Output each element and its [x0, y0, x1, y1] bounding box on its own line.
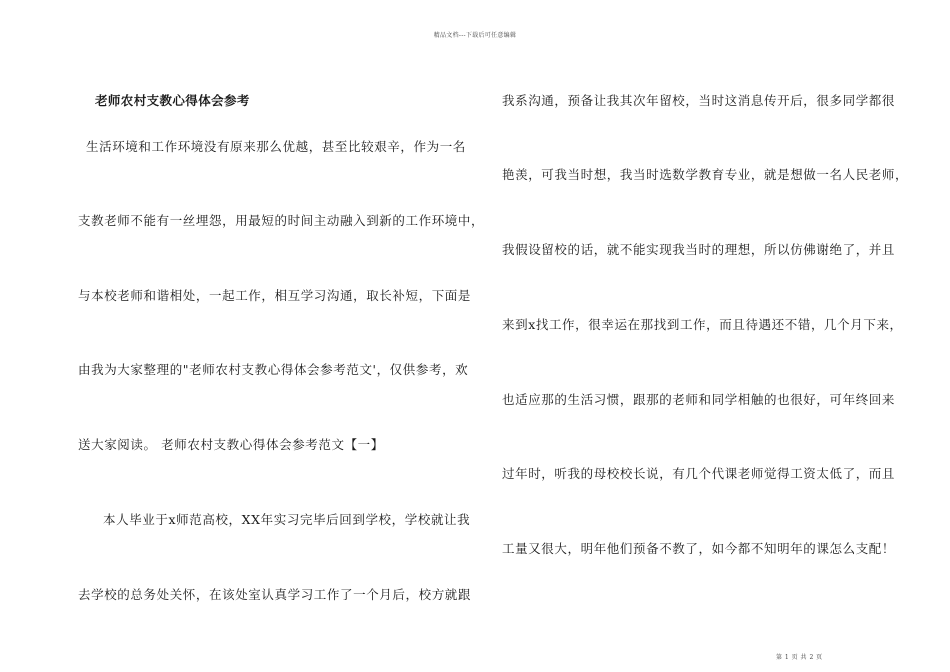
- right-paragraph-line: 过年时，听我的母校校长说，有几个代课老师觉得工资太低了，而且: [502, 466, 896, 481]
- right-paragraph-line: 来到x找工作，很幸运在那找到工作，而且待遇还不错，几个月下来，: [502, 317, 903, 332]
- right-paragraph-line: 也适应那的生活习惯，跟那的老师和同学相触的也很好，可年终回来: [502, 392, 896, 407]
- left-paragraph-line: 去学校的总务处关怀，在该处室认真学习工作了一个月后，校方就跟: [78, 587, 472, 602]
- page-header: 精品文档---下载后可任意编辑: [433, 32, 517, 39]
- left-paragraph-line: 由我为大家整理的"老师农村支教心得体会参考范文'，仅供参考，欢: [78, 362, 469, 377]
- right-paragraph-line: 工量又很大，明年他们预备不教了，如今都不知明年的课怎么支配！: [502, 541, 896, 556]
- page-number: 第 1 页 共 2 页: [776, 654, 823, 661]
- left-paragraph-line: 生活环境和工作环境没有原来那么优越，甚至比较艰辛，作为一名: [86, 139, 466, 154]
- right-paragraph-line: 我假设留校的话，就不能实现我当时的理想，所以仿佛谢绝了，并且: [502, 242, 896, 257]
- left-paragraph-line: 支教老师不能有一丝埋怨，用最短的时间主动融入到新的工作环境中，: [78, 213, 485, 228]
- right-paragraph-line: 艳羡，可我当时想，我当时选数学教育专业，就是想做一名人民老师，: [502, 167, 909, 182]
- right-paragraph-line: 我系沟通，预备让我其次年留校，当时这消息传开后，很多同学都很: [502, 93, 896, 108]
- left-paragraph-line: 与本校老师和谐相处，一起工作，相互学习沟通，取长补短，下面是: [78, 288, 472, 303]
- document-title: 老师农村支教心得体会参考: [95, 93, 250, 108]
- left-paragraph-line: 本人毕业于x师范高校，XX年实习完毕后回到学校，学校就让我: [103, 512, 471, 527]
- left-paragraph-line: 送大家阅读。 老师农村支教心得体会参考范文【一】: [78, 437, 384, 452]
